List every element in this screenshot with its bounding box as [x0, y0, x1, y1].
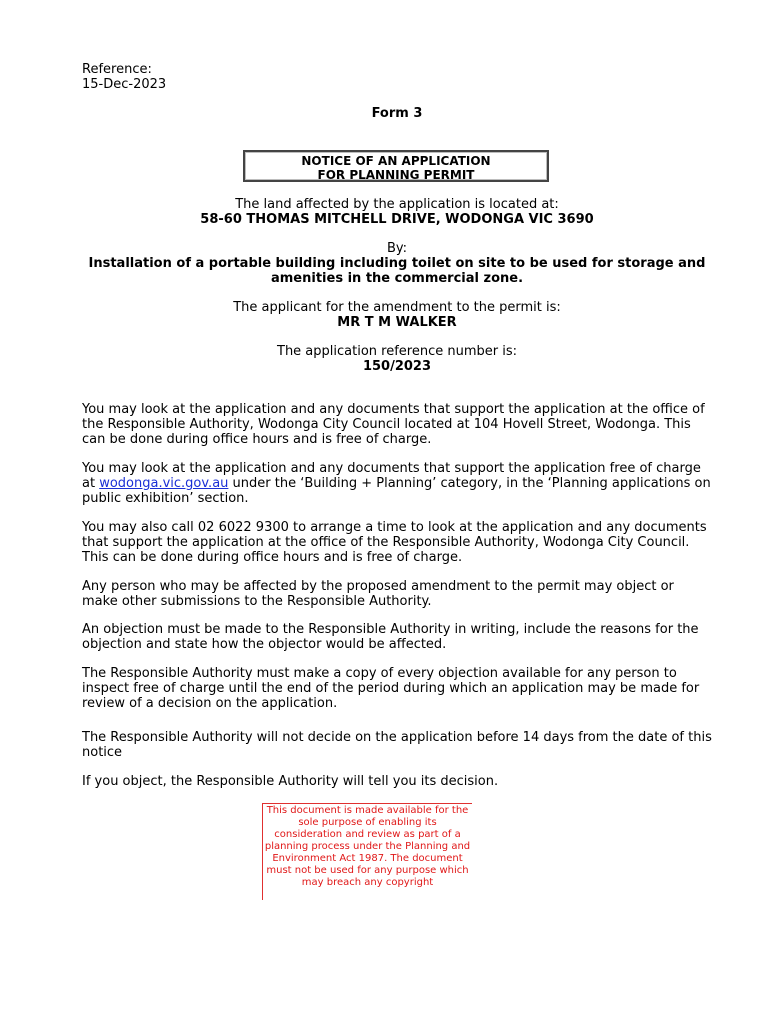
stamp-line: Environment Act 1987. The document — [272, 853, 463, 864]
paragraph-objection-right: Any person who may be affected by the proposed amendment to the permit may object or make other submissions to the Responsible Authority. — [82, 579, 674, 609]
paragraph-decision-timing: The Responsible Authority will not decide on the application before 14 days from the date of this notice — [82, 730, 712, 760]
paragraph-decision-notice: If you object, the Responsible Authority will tell you its decision. — [82, 774, 499, 789]
paragraph-online-inspection: You may look at the application and any documents that support the application free of charge at wodonga.vic.gov.au under the ‘Building + Planning’ category, in the ‘Planning applications on public exhibition’ section. — [82, 461, 711, 506]
proposal-description-line2: amenities in the commercial zone. — [270, 271, 524, 286]
stamp-line: may breach any copyright — [301, 877, 434, 888]
notice-title-box — [243, 150, 549, 182]
land-intro: The land affected by the application is located at: — [235, 197, 559, 212]
stamp-line: This document is made available for the — [266, 805, 469, 816]
copyright-disclaimer-stamp — [262, 803, 472, 900]
form-number: Form 3 — [371, 106, 423, 121]
notice-date: 15-Dec-2023 — [82, 77, 167, 92]
stamp-line: must not be used for any purpose which — [266, 865, 469, 876]
by-label: By: — [386, 241, 408, 256]
stamp-line: planning process under the Planning and — [264, 841, 471, 852]
reference-label: Reference: — [82, 62, 152, 77]
paragraph-objection-requirements: An objection must be made to the Responsible Authority in writing, include the reasons for the objection and state how the objector would be affected. — [82, 622, 699, 652]
land-address: 58-60 THOMAS MITCHELL DRIVE, WODONGA VIC 3690 — [200, 212, 594, 227]
paragraph-phone-appointment: You may also call 02 6022 9300 to arrange a time to look at the application and any documents that support the application at the office of the Responsible Authority, Wodonga City Council. This can be done during office hours and is free of charge. — [82, 520, 707, 565]
notice-title-line1: NOTICE OF AN APPLICATION — [301, 154, 491, 168]
paragraph-objection-copies: The Responsible Authority must make a copy of every objection available for any person to inspect free of charge until the end of the period during which an application may be made for review of a decision on the application. — [82, 666, 700, 711]
stamp-line: sole purpose of enabling its — [298, 817, 437, 828]
proposal-description-line1: Installation of a portable building including toilet on site to be used for storage and — [88, 256, 706, 271]
notice-title-line2: FOR PLANNING PERMIT — [317, 168, 475, 182]
stamp-line: consideration and review as part of a — [274, 829, 461, 840]
website-link[interactable]: wodonga.vic.gov.au — [99, 476, 229, 491]
applicant-intro: The applicant for the amendment to the permit is: — [233, 300, 561, 315]
paragraph-office-inspection: You may look at the application and any documents that support the application at the office of the Responsible Authority, Wodonga City Council located at 104 Hovell Street, Wodonga. This can be done during office hours and is free of charge. — [82, 402, 705, 447]
applicant-name: MR T M WALKER — [337, 315, 457, 330]
reference-number-intro: The application reference number is: — [277, 344, 517, 359]
reference-number: 150/2023 — [362, 359, 432, 374]
